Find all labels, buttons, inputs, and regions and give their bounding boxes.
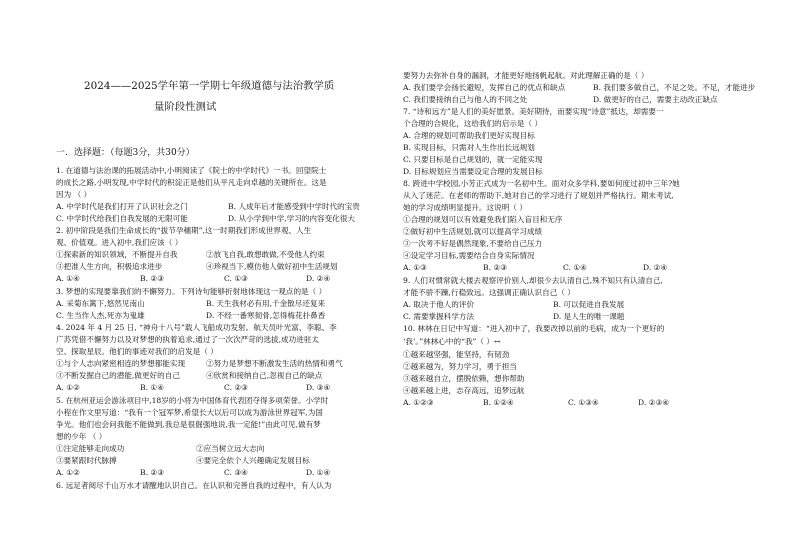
question-5-statement-3: ③要紧跟时代脉搏: [56, 456, 117, 465]
question-7-option-d: D. 目标规划应当需要设定合理的发展目标: [403, 167, 543, 176]
question-7-option-c: C. 只要目标是自己规划的，就一定能实现: [403, 155, 543, 164]
question-2-text: 观、价值观。进入初中,我们应该（ ）: [56, 238, 183, 247]
question-5-text: 小程在作文里写道：“我有一个冠军梦,希望长大以后可以成为游泳世界冠军,为国: [56, 408, 323, 417]
question-4-text: 4. 2024 年 4 月 25 日, “神舟十八号”载人飞船成功发射。航天员叶光富、李聪、李: [56, 323, 337, 332]
question-10-choice-b: B. ①②④: [483, 398, 514, 407]
question-8-statement-3: ③一次考不好是偶然现象,不要给自己压力: [403, 239, 543, 248]
question-6-text: 要努力去弥补自身的漏洞，才能更好地扬帆起航。对此理解正确的是（ ）: [403, 71, 649, 80]
question-9-text: 9. 人们对惯常就大楼去观察评价别人,却很少去认清自己,殊不知只有认清自己,: [403, 276, 663, 285]
question-8-statement-1: ①合理的规划可以有效避免我们陷入盲目和无序: [403, 215, 563, 224]
question-4-choice-b: B. ①④: [140, 383, 165, 392]
question-9-text: 才能不骄不躁,行稳致远。这强调正确认识自己（ ）: [403, 288, 575, 297]
question-4-text: 空、探取星辰。他们的事迹对我们的启发是（ ）: [56, 347, 218, 356]
question-6-option-a: A. 我们要学会扬长避短，发挥自己的优点和缺点: [403, 83, 566, 92]
question-10-text: 10. 林林在日记中写道：“进入初中了，我要改掉以前的毛病，成为一个更好的: [403, 324, 665, 333]
question-10-statement-2: ②越来越为，努力学习，勇于担当: [403, 362, 517, 371]
question-9-option-b: B. 可以促进自我发展: [553, 300, 625, 309]
question-7-text: 7. “诗和远方”是人们的美好愿景。美好期待，而要实现“诗意”抵达，却需要一: [403, 107, 664, 116]
question-7-option-b: B. 实现目标，只需对人生作出长远规划: [403, 143, 535, 152]
question-8-statement-2: ②做好初中生活规划,就可以提高学习成绩: [403, 227, 543, 236]
question-4-choice-c: C. ②③: [224, 383, 248, 392]
question-6-text: 6. 远足者阅尽千山万水才请醒地认识自己。在认识和完善自我的过程中，有人认为: [56, 481, 332, 490]
question-5-choice-c: C. ③④: [224, 468, 248, 477]
question-4-choice-d: D. ③④: [306, 383, 331, 392]
question-6-option-c: C. 我们要接纳自己与他人的不同之处: [403, 95, 528, 104]
question-1-option-a: A. 中学时代是我们打开了认识社会之门: [56, 202, 188, 211]
question-8-text: 8. 跨进中学校园,小芳正式成为一名初中生。面对众多学科,要如何度过初中三年?她: [403, 179, 680, 188]
question-10-text: ‘我’。”林林心中的“我”（ ）↔: [403, 337, 501, 346]
question-8-text: 她的学习成绩明显提升。这说明（ ）: [403, 203, 527, 212]
question-1-option-c: C. 中学时代给我们自我发展的无限可能: [56, 214, 188, 223]
question-8-text: 从入了迷茫。在老师的帮助下,她对自己的学习进行了规划并严格执行。期末考试,: [403, 191, 674, 200]
question-1-text: 的成长之路,小明发现,中学时代的积淀正是他们从平凡走向卓越的关键所在。这是: [56, 178, 327, 187]
question-9-option-c: C. 需要掌握科学方法: [403, 312, 475, 321]
question-2-statement-4: ④珍视当下,模仿他人做好初中生活规划: [206, 262, 338, 271]
question-9-option-a: A. 取决于他人的评价: [403, 300, 475, 309]
question-3-option-b: B. 天生我材必有用,千金散尽还复来: [206, 299, 326, 308]
question-4-choice-a: A. ①②: [56, 383, 80, 392]
question-2-statement-3: ③把准人生方向，积极追求进步: [56, 262, 163, 271]
question-7-option-a: A. 合理的规划可帮助我们更好实现目标: [403, 131, 535, 140]
question-4-statement-2: ②努力是梦想不断激发生活的热情和勇气: [206, 359, 343, 368]
question-10-statement-1: ①越来越坚强，能坚持，有韧劲: [403, 350, 510, 359]
question-10-choice-c: C. ①③④: [568, 398, 599, 407]
question-10-statement-4: ④越来越上进，志存高远，追梦远航: [403, 386, 525, 395]
question-2-text: 2. 初中阶段是我们生命成长的“拔节孕穗期”,这一时期我们形成世界观、人生: [56, 226, 312, 235]
question-6-option-b: B. 我们要多做自己，不足之处。不足，才能进步: [593, 83, 756, 92]
question-2-choice-b: B. ②③: [140, 274, 165, 283]
question-2-choice-a: A. ①④: [56, 274, 80, 283]
question-8-choice-a: A. ①③: [403, 263, 427, 272]
question-3-option-d: D. 不经一番寒彻骨,怎得梅花扑鼻香: [206, 311, 326, 320]
question-10-statement-3: ③越来越自立，摆脱依赖，想你帮助: [403, 374, 525, 383]
question-8-statement-4: ④设定学习目标,需要结合自身实际情况: [403, 251, 535, 260]
question-2-statement-2: ②放飞自我,敢想敢做,不受他人约束: [206, 250, 325, 259]
section-heading: 一．选择题：（每题3分，共30分）: [56, 148, 195, 158]
question-8-choice-d: D. ②④: [643, 263, 668, 272]
question-4-statement-3: ③不断发掘自己的潜能,做更好的自己: [56, 371, 180, 380]
question-1-option-b: B. 人成年后才能感受到中学时代的宝贵: [228, 202, 360, 211]
question-5-choice-b: B. ②③: [140, 468, 165, 477]
question-2-statement-1: ①探索新的知识领域，不断提升自我: [56, 250, 178, 259]
question-1-text: 因为 （ ）: [56, 190, 92, 199]
question-5-text: 5. 在杭州亚运会游泳项目中,18岁的小将为中国体育代表团夺得多项荣誉。小学时: [56, 396, 329, 405]
question-5-statement-2: ②应当树立远大志向: [196, 444, 265, 453]
exam-title-line-1: 2024——2025学年第一学期七年级道德与法治教学质: [84, 80, 335, 92]
question-1-option-d: D. 从小学到中学,学习的内容变化很大: [228, 214, 355, 223]
exam-title-line-2: 量阶段性测试: [154, 101, 217, 113]
question-5-text: 争光。他们也会问我能不能做到,我总是很倔强地说,我一定能!”由此可见,做有梦: [56, 420, 321, 429]
question-10-choice-d: D. ②③④: [638, 398, 670, 407]
question-1-text: 1. 在道德与法治课的拓展活动中,小明阅读了《院士的中学时代》一书。回望院士: [56, 166, 327, 175]
question-3-option-a: A. 采菊东篱下,悠然见南山: [56, 299, 145, 308]
question-9-option-d: D. 是人生的唯一课题: [553, 312, 625, 321]
question-4-statement-1: ①与个人志向紧密相连的梦想都能实现: [56, 359, 186, 368]
question-4-text: 广苏凭借不懈努力以及对梦想的执着追求,通过了一次次严苛的选拔,成功进驻太: [56, 335, 320, 344]
question-5-choice-a: A. ①②: [56, 468, 80, 477]
question-7-text: 个合理的合规化，这给我们的启示是（ ）: [403, 119, 543, 128]
question-8-choice-c: C. ①④: [563, 263, 587, 272]
question-5-choice-d: D. ①④: [306, 468, 331, 477]
question-2-choice-c: C. ①③: [224, 274, 248, 283]
question-3-option-c: C. 生当作人杰,死亦为鬼雄: [56, 311, 145, 320]
question-4-statement-4: ④欣赏和接纳自己,忽视自己的缺点: [206, 371, 323, 380]
question-5-text: 想的少年 （ ）: [56, 432, 107, 441]
question-10-choice-a: A. ①②③: [403, 398, 434, 407]
question-8-choice-b: B. ②③: [483, 263, 508, 272]
question-3-text: 3. 梦想的实现要靠我们的不懈努力。下列诗句能够折射地体现这一观点的是（ ）: [56, 287, 327, 296]
question-5-statement-1: ①注定能够走向成功: [56, 444, 125, 453]
question-2-choice-d: D. ②④: [306, 274, 331, 283]
question-5-statement-4: ④要完全依个人兴趣确定发展目标: [196, 456, 310, 465]
question-6-option-d: D. 做更好的自己，需要主动改正缺点: [593, 95, 718, 104]
